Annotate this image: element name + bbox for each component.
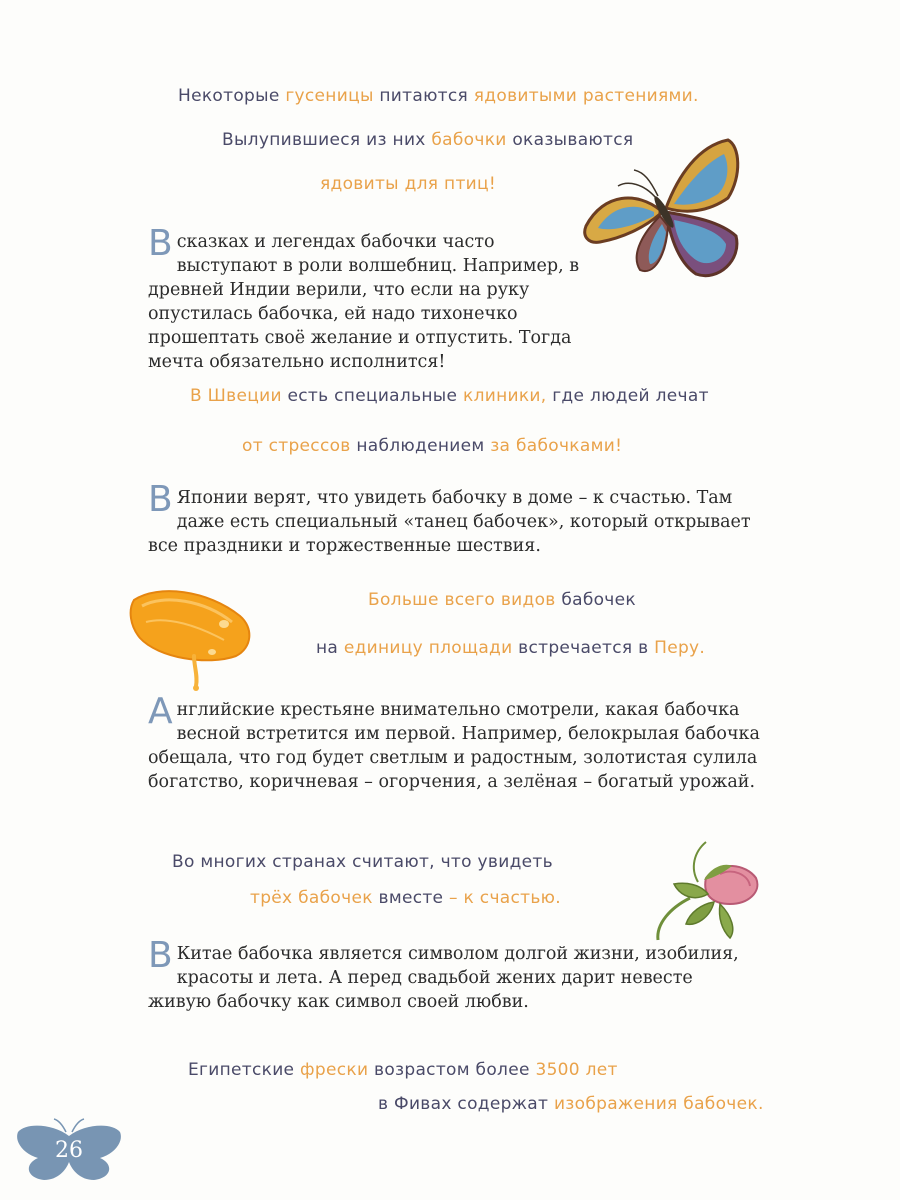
page-number: 26 xyxy=(55,1138,83,1163)
fact-sweden-clinics: В Швеции есть специальные клиники, где людей лечат xyxy=(190,386,709,406)
fact-three-butterflies: Во многих странах считают, что увидеть xyxy=(172,852,553,872)
paragraph-england: Английские крестьяне внимательно смотрели, какая бабочка весной встретится им первой. Например, белокрылая бабочка обещала, что год будет светлым и радостным, золотистая сулила богатство, коричневая – огорчения, а зелёная – богатый урожай. xyxy=(148,691,760,792)
drop-cap: В xyxy=(148,223,173,264)
fact-egypt-thebes: в Фивах содержат изображения бабочек. xyxy=(378,1094,764,1114)
page-number-badge xyxy=(14,1118,124,1184)
drop-cap: В xyxy=(148,935,173,976)
fact-sweden-stress: от стрессов наблюдением за бабочками! xyxy=(242,436,623,456)
fact-poisonous-caterpillars: Некоторые гусеницы питаются ядовитыми растениями. xyxy=(178,86,699,106)
orange-slice-illustration xyxy=(128,582,256,692)
paragraph-china: В Китае бабочка является символом долгой жизни, изобилия, красоты и лета. А перед свадьбой жених дарит невесте живую бабочку как символ своей любви. xyxy=(148,935,739,1012)
drop-cap: А xyxy=(148,691,173,732)
fact-three-butterflies-luck: трёх бабочек вместе – к счастью. xyxy=(250,888,561,908)
paragraph-fairy-tales: Всказках и легендах бабочки часто выступают в роли волшебниц. Например, в древней Индии верили, что если на руку опустилась бабочка, ей надо тихонечко прошептать своё желание и отпустить. Тогда мечта обязательно исполнится! xyxy=(148,223,580,372)
fact-poisonous-butterflies: Вылупившиеся из них бабочки оказываются xyxy=(222,130,634,150)
butterfly-illustration xyxy=(578,136,748,284)
fact-poisonous-birds: ядовиты для птиц! xyxy=(320,174,496,194)
fact-egypt-frescoes: Египетские фрески возрастом более 3500 лет xyxy=(188,1060,618,1080)
fact-peru-area: на единицу площади встречается в Перу. xyxy=(316,638,706,658)
rosebud-illustration xyxy=(650,838,766,944)
fact-peru-species: Больше всего видов бабочек xyxy=(368,590,636,610)
paragraph-japan: В Японии верят, что увидеть бабочку в доме – к счастью. Там даже есть специальный «танец бабочек», который открывает все праздники и торжественные шествия. xyxy=(148,479,751,556)
drop-cap: В xyxy=(148,479,173,520)
